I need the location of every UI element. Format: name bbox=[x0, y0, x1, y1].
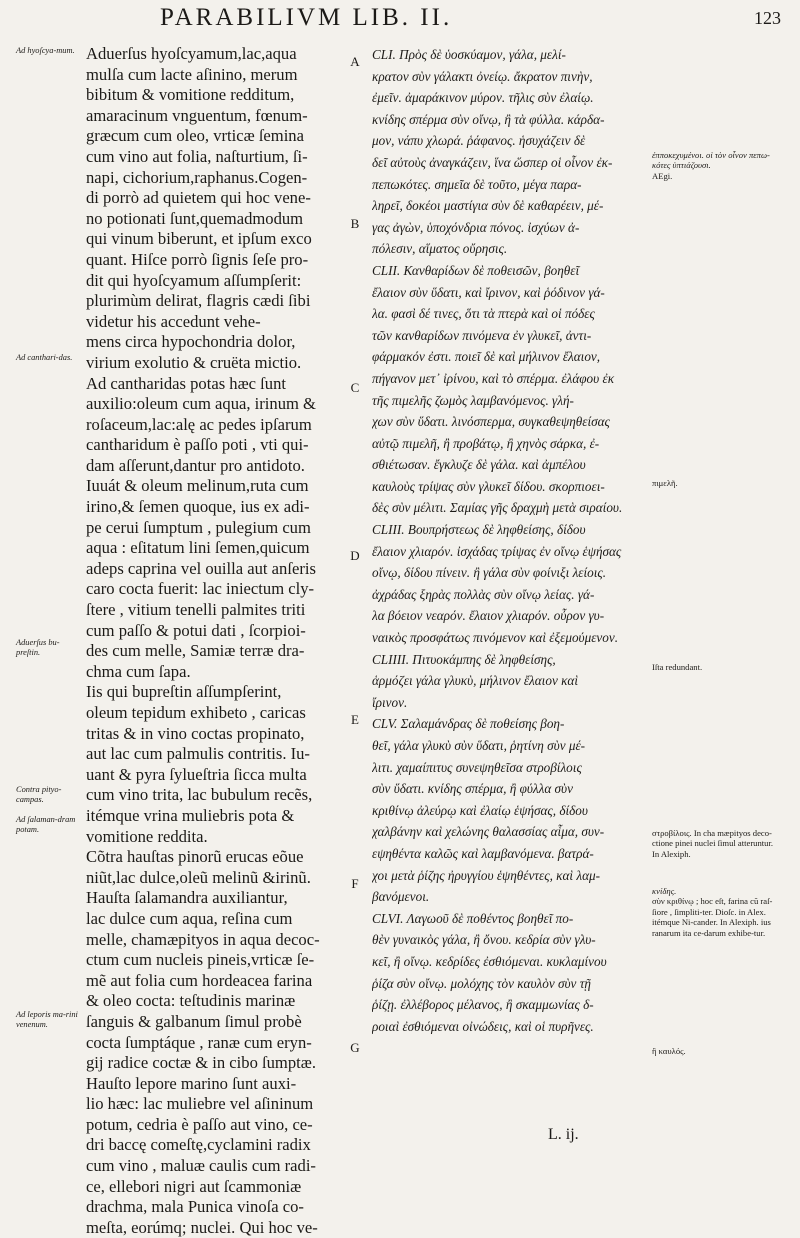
page-number: 123 bbox=[754, 8, 781, 28]
text-line: ἐμεῖν. ἀμαράκινον μύρον. τῆλις σὺν ἐλαίῳ. bbox=[372, 90, 594, 106]
section-letter: B bbox=[350, 216, 360, 231]
right-margin-note: στροβίλοις. In cha mæpityos deco-ctione pinei nuclei ſimul atteruntur. In Alexiph. bbox=[652, 828, 773, 859]
text-line: CLVI. Λαγωοῦ δὲ ποθέντος βοηθεῖ πο- bbox=[372, 910, 574, 926]
text-line: auxilio:oleum cum aqua, irinum & bbox=[86, 394, 316, 414]
text-line: græcum cum oleo, vrticæ ſemina bbox=[86, 126, 304, 146]
section-letter: D bbox=[350, 548, 360, 563]
text-line: θεῖ, γάλα γλυκὺ σὺν ὕδατι, ῥητίνη σὺν μέ- bbox=[372, 738, 586, 753]
text-line: λα. φασὶ δέ τινες, ὅτι τὰ πτερὰ καὶ οἱ πόδες bbox=[372, 306, 595, 322]
text-line: amaracinum vnguentum, fœnum- bbox=[86, 105, 308, 125]
text-line: ſtere , vitium tenelli palmites triti bbox=[86, 600, 306, 620]
text-line: Aduerſus hyoſcyamum,lac,aqua bbox=[86, 44, 297, 63]
text-line: ῥίζα σὺν οἴνῳ. μολόχης τὸν καυλὸν σὺν τῇ bbox=[372, 975, 591, 991]
text-line: cum vino aut folia, naſturtium, ſi- bbox=[86, 146, 308, 166]
left-margin-note: Ad leporis ma-rini venenum. bbox=[16, 1010, 78, 1029]
text-line: CLI. Πρὸς δὲ ὑοσκύαμον, γάλα, μελί- bbox=[372, 47, 566, 62]
text-line: roſaceum,lac:alę ac pedes ipſarum bbox=[86, 414, 312, 434]
text-line: ἔλαιον χλιαρόν. ἰσχάδας τρίψας ἐν οἴνῳ ἑψήσας bbox=[372, 543, 622, 559]
section-letter: G bbox=[350, 1040, 360, 1055]
text-line: & oleo cocta: teſtudinis marinæ bbox=[86, 991, 296, 1011]
left-margin-note: Contra pityo-campas. bbox=[16, 785, 62, 804]
text-line: φάρμακόν ἐστι. ποιεῖ δὲ καὶ μήλινον ἔλαιον, bbox=[372, 349, 601, 365]
text-line: bibitum & vomitione redditum, bbox=[86, 85, 295, 105]
text-line: drachma, mala Punica vinoſa co- bbox=[86, 1197, 304, 1217]
right-margin-note-latin: AEgi. bbox=[652, 170, 673, 181]
text-line: cocta ſumptáque , ranæ cum eryn- bbox=[86, 1032, 312, 1052]
text-line: ναικὸς προσφάτως πινόμενον καὶ ἐξεμούμενον. bbox=[372, 630, 619, 646]
text-line: virium exolutio & cruëta mictio. bbox=[86, 352, 302, 372]
text-line: καυλοὺς τρίψας σὺν γλυκεῖ δίδου. σκορπιοει- bbox=[372, 478, 605, 494]
text-line: niũt,lac dulce,oleũ melinũ &irinũ. bbox=[86, 867, 311, 887]
text-line: mens circa hypochondria dolor, bbox=[86, 332, 296, 352]
text-line: ſanguis & galbanum ſimul probè bbox=[86, 1011, 302, 1031]
greek-column bbox=[372, 44, 650, 1037]
latin-column bbox=[86, 44, 352, 1238]
text-line: δὲς σὺν μέλιτι. Σαμίας γῆς δραχμὴ μετὰ σιραίου. bbox=[372, 500, 623, 516]
text-line: CLIII. Βουπρήστεως δὲ ληφθείσης, δίδου bbox=[372, 522, 586, 538]
right-margin-note bbox=[652, 886, 774, 938]
text-line: dit qui hyoſcyamum aſſumpſerit: bbox=[86, 270, 302, 290]
section-letter: A bbox=[350, 54, 360, 69]
text-line: tritas & in vino coctas propinato, bbox=[86, 723, 305, 743]
text-line: adeps caprina vel ouilla aut anſeris bbox=[86, 558, 316, 578]
text-line: melle, chamæpityos in aqua decoc- bbox=[86, 929, 320, 949]
text-line: cum vino , maluæ caulis cum radi- bbox=[86, 1156, 316, 1176]
text-line: ροιαὶ ἐσθιόμεναι οἰνώδεις, καὶ οἱ πυρῆνες. bbox=[372, 1018, 594, 1034]
text-line: di porrò ad quietem qui hoc vene- bbox=[86, 188, 311, 208]
text-line: videtur his accedunt vehe- bbox=[86, 311, 261, 331]
right-margin-note-latin: σὺν κριθίνῳ ; hoc eſt, farina cũ raſ-ſiore , ſimpliti-ter. Dioſc. in Alex. itémque Ni-cander. In Alexiph. ius ranarum ita ce-darum exhibe-tur. bbox=[652, 896, 773, 938]
text-line: CLII. Κανθαρίδων δὲ ποθεισῶν, βοηθεῖ bbox=[372, 262, 580, 278]
right-margin-note-greek: κνίδης. bbox=[652, 886, 677, 896]
left-margin-note: Ad canthari-das. bbox=[16, 353, 73, 362]
text-line: lio hæc: lac muliebre vel aſininum bbox=[86, 1094, 314, 1114]
text-line: χων σὺν ὕδατι. λινόσπερμα, συγκαθεψηθείσας bbox=[372, 414, 610, 430]
text-line: τῶν κανθαρίδων πινόμενα ἐν γλυκεῖ, ἀντι- bbox=[372, 327, 592, 343]
text-line: irino,& ſemen quoque, ius ex adi- bbox=[86, 497, 310, 517]
text-line: lac dulce cum aqua, reſina cum bbox=[86, 908, 293, 928]
text-line: potum, cedria è paſſo aut vino, ce- bbox=[86, 1114, 313, 1134]
text-line: des cum melle, Samiæ terræ dra- bbox=[86, 641, 305, 661]
text-line: αὐτῷ πιμελῆ, ἢ προβάτῳ, ἢ χηνὸς σάρκα, ἐ- bbox=[372, 435, 600, 451]
left-margin-note: Ad ſalaman-dram potam. bbox=[16, 815, 76, 834]
text-line: βανόμενοι. bbox=[372, 889, 430, 905]
text-line: pe cerui ſumptum , pulegium cum bbox=[86, 517, 311, 537]
text-line: no potionati ſunt,quemadmodum bbox=[86, 208, 304, 228]
text-line: τῆς πιμελῆς ζωμὸς λαμβανόμενος. γλή- bbox=[372, 392, 574, 408]
text-line: cum paſſo & potui dati , ſcorpioi- bbox=[86, 620, 306, 640]
section-letter: C bbox=[350, 380, 360, 395]
text-line: aut lac cum palmulis contritis. Iu- bbox=[86, 744, 310, 764]
running-head: PARABILIVM LIB. II. bbox=[160, 4, 453, 31]
text-line: σθιέτωσαν. ἔγκλυζε δὲ γάλα. καὶ ἀμπέλου bbox=[372, 457, 586, 473]
section-letter: F bbox=[351, 876, 359, 891]
left-margin-note: Aduerſus bu-preſtin. bbox=[16, 638, 60, 657]
text-line: aqua : eſitatum lini ſemen,quicum bbox=[86, 538, 310, 558]
text-line: ἀχράδας ξηρὰς πολλὰς σὺν οἴνῳ λείας. γά- bbox=[372, 586, 595, 602]
text-line: uant & pyra ſylueſtria ſicca multa bbox=[86, 764, 307, 784]
text-line: oleum tepidum exhibeto , caricas bbox=[86, 703, 306, 722]
text-line: mulſa cum lacte aſinino, merum bbox=[86, 64, 298, 84]
right-margin-note bbox=[652, 150, 774, 181]
text-line: ληρεῖ, δοκέοι μαστίγια σὺν δὲ καθαρέειν, μέ- bbox=[372, 198, 604, 214]
text-line: δεῖ αὐτοὺς ἀναγκάζειν, ἵνα ὥσπερ οἱ οἶνον ἐκ- bbox=[372, 154, 613, 170]
right-margin-note: ἢ καυλός. bbox=[652, 1046, 686, 1056]
text-line: vomitione reddita. bbox=[86, 826, 208, 846]
text-line: κρατον σὺν γάλακτι ὀνείῳ. ἄκρατον πινὴν, bbox=[372, 68, 593, 84]
text-line: οἴνῳ, δίδου πίνειν. ἢ γάλα σὺν φοίνιξι λείοις. bbox=[372, 565, 607, 581]
text-line: λα βόειον νεαρόν. ἔλαιον χλιαρόν. οὖρον γυ- bbox=[372, 608, 605, 624]
text-line: πόλεσιν, αἵματος οὔρησις. bbox=[372, 241, 508, 257]
text-line: Iis qui bupreſtin aſſumpſerint, bbox=[86, 682, 282, 702]
text-line: κριθίνῳ ἀλεύρῳ καὶ ἐλαίῳ ἑψήσας, δίδου bbox=[372, 802, 588, 818]
text-line: CLIIII. Πιτυοκάμπης δὲ ληφθείσης, bbox=[372, 651, 556, 667]
text-line: CLV. Σαλαμάνδρας δὲ ποθείσης βοη- bbox=[372, 716, 565, 732]
text-line: Iuuát & oleum melinum,ruta cum bbox=[86, 476, 309, 496]
text-line: ῥίζῃ. ἐλλέβορος μέλανος, ἢ σκαμμωνίας δ- bbox=[372, 997, 594, 1013]
text-line: μον, νάπυ χλωρά. ῥάφανος. ἡσυχάζειν δὲ bbox=[372, 133, 586, 149]
left-margin-note: Ad hyoſcya-mum. bbox=[16, 46, 75, 55]
right-margin-note: Iſta redundant. bbox=[652, 662, 703, 672]
text-line: χαλβάνην καὶ χελώνης θαλασσίας αἷμα, συν- bbox=[372, 824, 605, 840]
text-line: gij radice coctæ & in cibo ſumptæ. bbox=[86, 1053, 316, 1073]
text-line: θὲν γυναικὸς γάλα, ἢ ὄνου. κεδρία σὺν γλυ- bbox=[372, 932, 596, 948]
right-margin-note: πιμελῆ. bbox=[652, 478, 678, 488]
signature-mark: L. ij. bbox=[548, 1126, 579, 1143]
text-line: πεπωκότες. σημεῖα δὲ τοῦτο, μέγα παρα- bbox=[372, 176, 582, 192]
text-line: chma cum ſapa. bbox=[86, 661, 191, 681]
text-line: ἁρμόζει γάλα γλυκὺ, μήλινον ἔλαιον καὶ bbox=[372, 673, 579, 689]
text-line: cantharidum è paſſo poti , vti qui- bbox=[86, 435, 309, 455]
text-line: ἴρινον. bbox=[372, 694, 408, 710]
text-line: πήγανον μετ᾽ ἰρίνου, καὶ τὸ σπέρμα. ἐλάφου ἐκ bbox=[372, 370, 615, 386]
text-line: itémque vrina muliebris pota & bbox=[86, 805, 295, 825]
text-line: dri baccę comeſtę,cyclamini radix bbox=[86, 1135, 311, 1155]
text-line: γας ἀγὼν, ὑποχόνδρια πόνος. ἰσχύων ἀ- bbox=[372, 219, 580, 235]
text-line: Hauſto lepore marino ſunt auxi- bbox=[86, 1073, 297, 1093]
text-line: λιτι. χαμαίπιτυς συνεψηθεῖσα στροβίλοις bbox=[372, 759, 582, 775]
right-margin-note-greek: ἐπποκεχυμένοι. οἱ τὸν οἶνον πεπω-κότες ὑπτιάζουσι. bbox=[652, 150, 770, 171]
text-line: quant. Hiſce porrò ſignis ſeſe pro- bbox=[86, 249, 309, 269]
text-line: napi, cichorium,raphanus.Cogen- bbox=[86, 167, 308, 187]
section-letter: E bbox=[351, 712, 359, 727]
text-line: caro cocta fuerit: lac iniectum cly- bbox=[86, 579, 315, 599]
text-line: χοι μετὰ ῥίζης ἠρυγγίου ἑψηθέντες, καὶ λαμ- bbox=[372, 867, 601, 883]
text-line: ctum cum nucleis pineis,vrticæ ſe- bbox=[86, 950, 315, 970]
text-line: Ad cantharidas potas hæc ſunt bbox=[86, 373, 287, 393]
text-line: ἔλαιον σὺν ὕδατι, καὶ ἴρινον, καὶ ῥόδινον γά- bbox=[372, 284, 605, 300]
text-line: dam aſſerunt,dantur pro antidoto. bbox=[86, 455, 305, 475]
text-line: εψηθέντα καλῶς καὶ λαμβανόμενα. βατρά- bbox=[372, 845, 594, 861]
text-line: plurimùm delirat, flagris cædi ſibi bbox=[86, 291, 311, 311]
text-line: κεῖ, ἢ οἴνῳ. κεδρίδες ἐσθιόμεναι. κυκλαμίνου bbox=[372, 953, 607, 969]
text-line: ce, ellebori nigri aut ſcammoniæ bbox=[86, 1176, 302, 1196]
text-line: σὺν ὕδατι. κνίδης σπέρμα, ἢ φύλλα σὺν bbox=[372, 781, 573, 797]
text-line: meſta, eorúmq; nuclei. Qui hoc ve- bbox=[86, 1217, 318, 1237]
text-line: κνίδης σπέρμα σὺν οἴνῳ, ἢ τὰ φύλλα. κάρδα- bbox=[372, 111, 605, 127]
text-line: Hauſta ſalamandra auxiliantur, bbox=[86, 888, 288, 908]
text-line: qui vinum biberunt, et ipſum exco bbox=[86, 229, 312, 249]
text-line: cum vino trita, lac bubulum recẽs, bbox=[86, 785, 313, 805]
text-line: Cõtra hauſtas pinorũ erucas eõue bbox=[86, 847, 304, 867]
text-line: mẽ aut folia cum hordeacea farina bbox=[86, 970, 313, 990]
